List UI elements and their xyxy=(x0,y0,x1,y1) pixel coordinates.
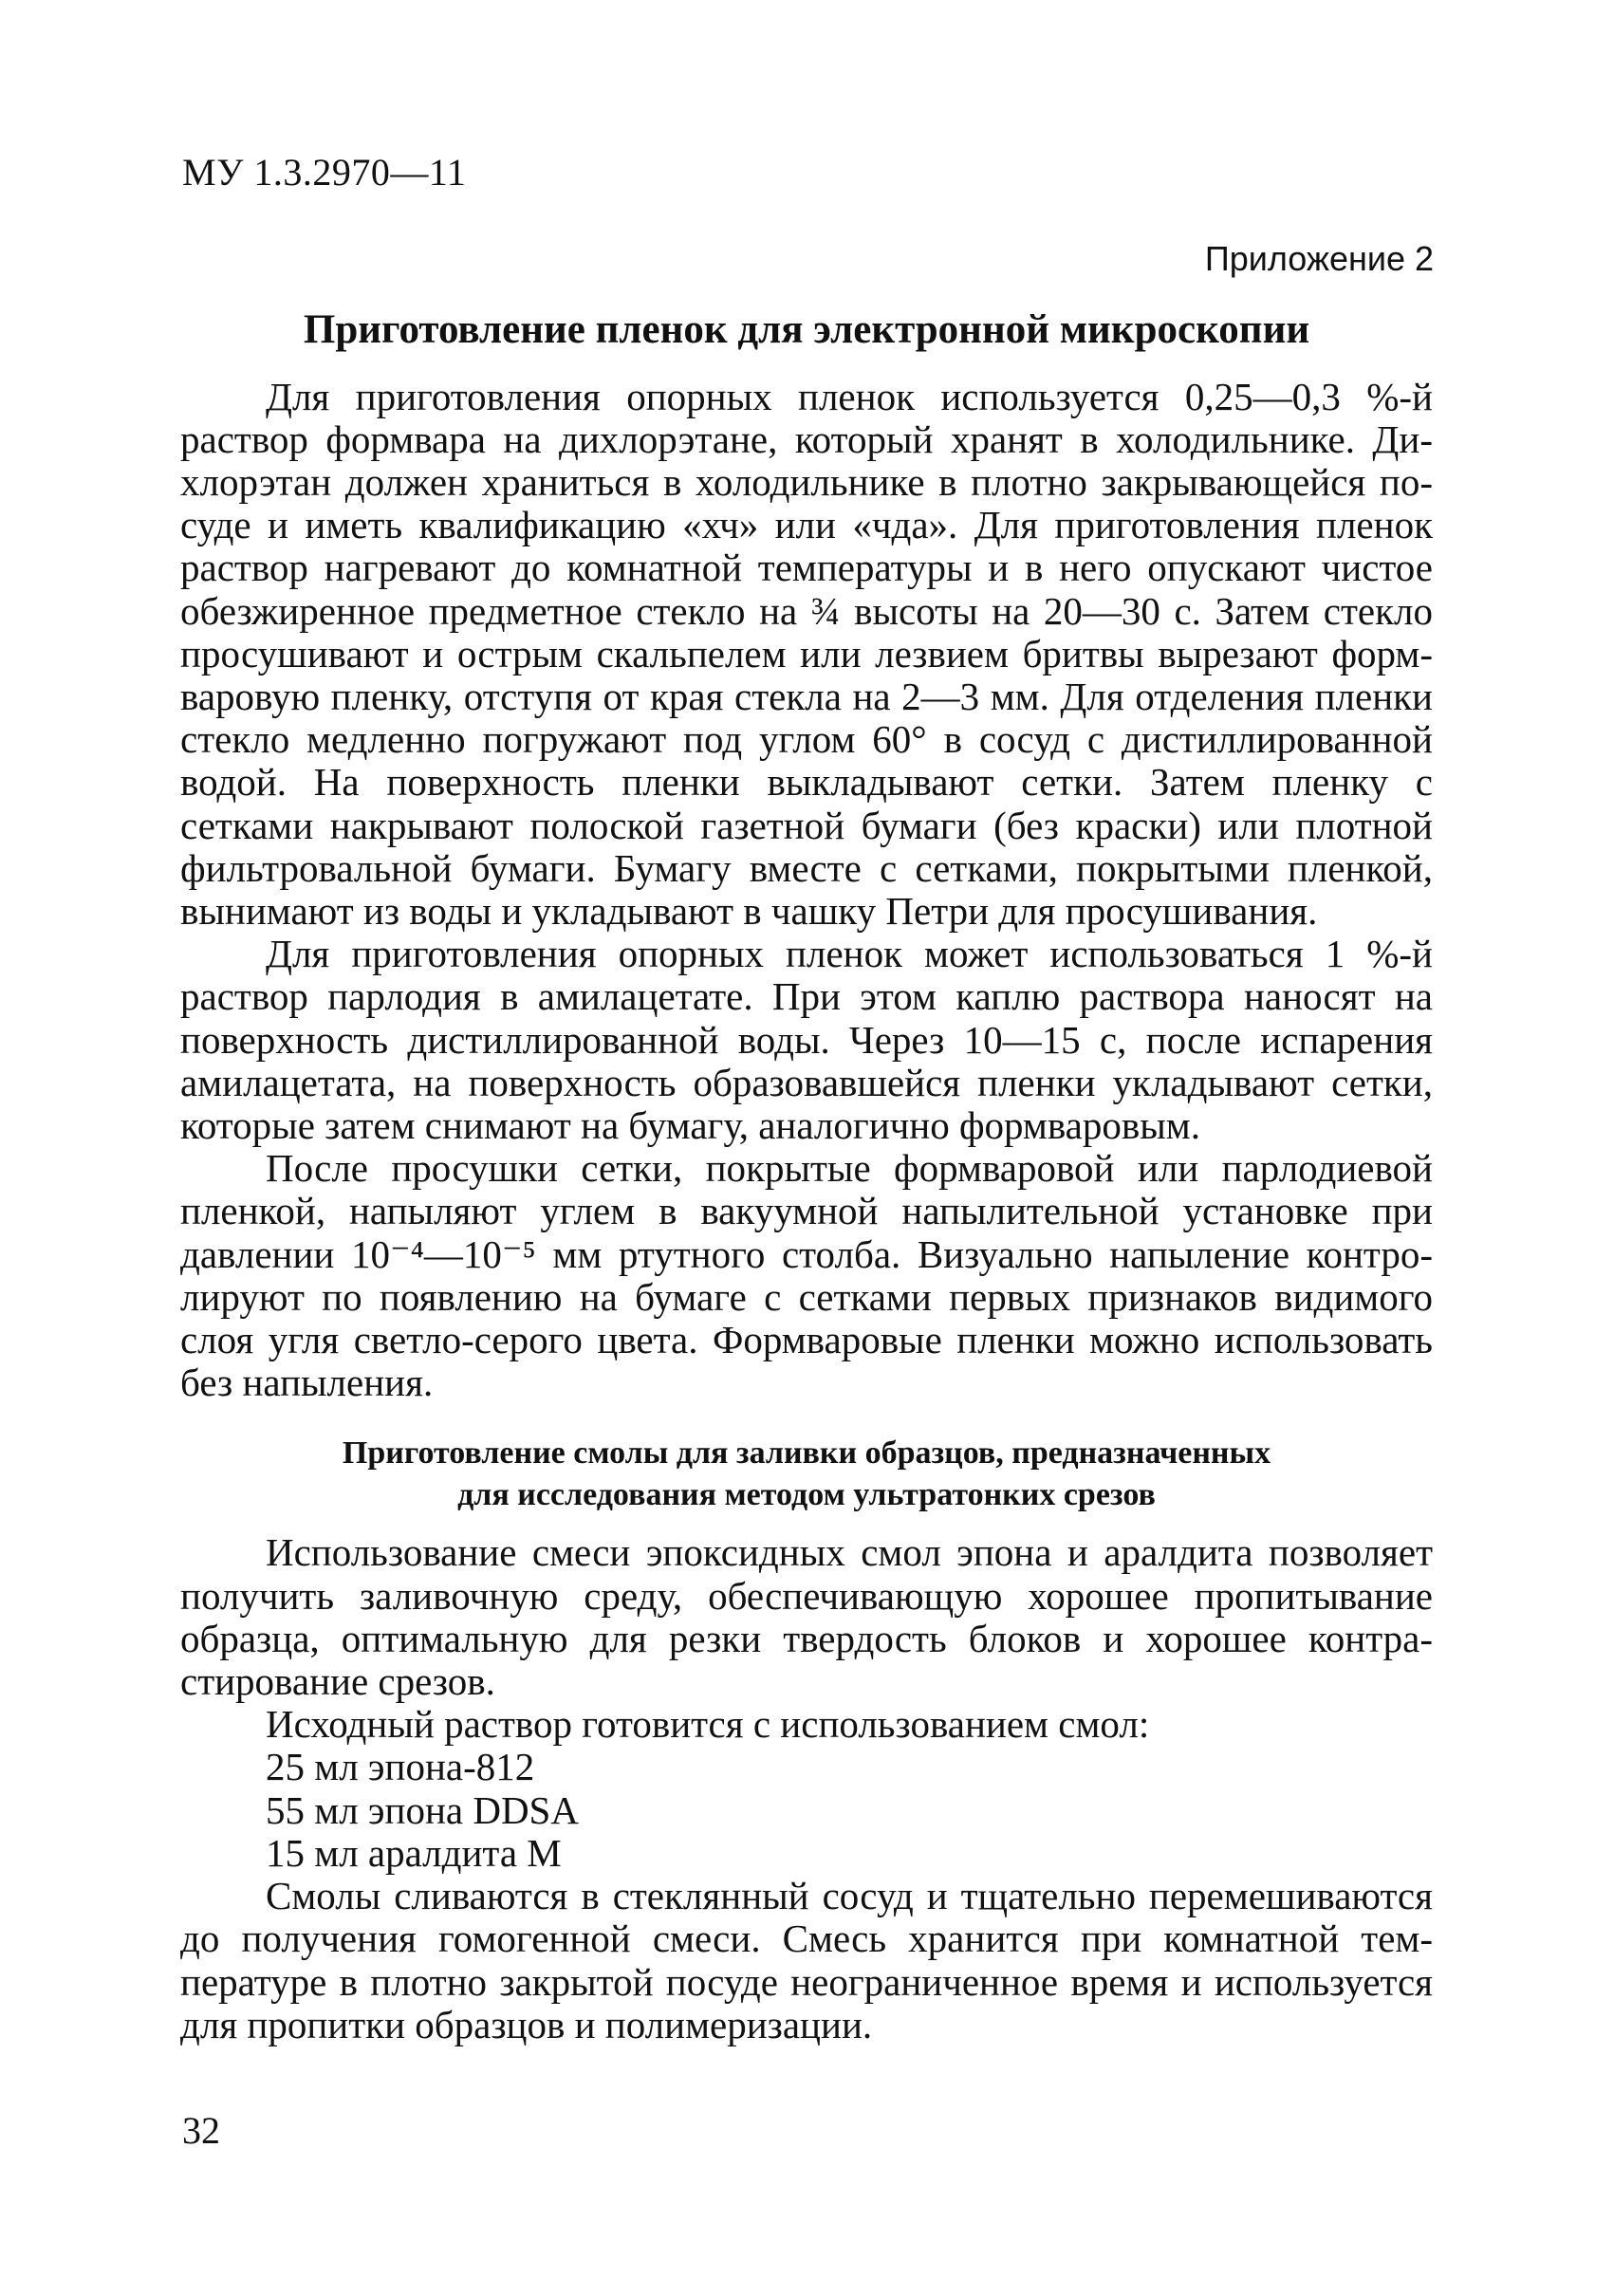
document-code: МУ 1.3.2970—11 xyxy=(182,151,467,194)
page-content xyxy=(180,306,1433,2046)
paragraph-mixing-storage: Смолы сливаются в стеклянный сосуд и тщательно перемешиваются до получения гомогенной смеси. Смесь хранится при комнатной температуре в плотно закрытой посуде неограниченное время и используется для пропитки образцов и полимеризации. xyxy=(180,1874,1433,2046)
list-item-epon-ddsa: 55 мл эпона DDSA xyxy=(266,1787,579,1832)
paragraph-stock-solution: Исходный раствор готовится с использованием смол: xyxy=(266,1702,1150,1747)
list-item-epon-812: 25 мл эпона-812 xyxy=(266,1745,535,1789)
paragraph-resin-mixture: Использование смеси эпоксидных смол эпона и аралдита позволяет получить заливочную среду, обеспечивающую хорошее пропитывание образца, оптимальную для резки твердость блоков и хорошее контрастирование срезов. xyxy=(180,1530,1433,1704)
paragraph-parlodion-films: Для приготовления опорных пленок может использоваться 1 %-й раствор парлодия в амилацетате. При этом каплю раствора наносят на поверхность дистиллированной воды. Через 10—15 с, после испарения амилацетата, на поверхность образовавшейся пленки укладывают сетки, которые затем снимают на бумагу, аналогично формваровым. xyxy=(180,932,1433,1148)
paragraph-formvar-films: Для приготовления опорных пленок используется 0,25—0,3 %-й раствор формвара на дихлорэтане, который хранят в холодильнике. Дихлорэтан должен храниться в холодильнике в плотно закрывающейся посуде и иметь квалификацию «хч» или «чда». Для приготовления пленок раствор нагревают до комнатной температуры и в него опускают чистое обезжиренное предметное стекло на ¾ высоты на 20—30 с. Затем стекло просушивают и острым скальпелем или лезвием бритвы вырезают формваровую пленку, отступя от края стекла на 2—3 мм. Для отделения пленки стекло медленно погружают под углом 60° в сосуд с дистиллированной водой. На поверхность пленки выкладывают сетки. Затем пленку с сетками накрывают полоской газетной бумаги (без краски) или плотной фильтровальной бумаги. Бумагу вместе с сетками, покрытыми пленкой, вынимают из воды и укладывают в чашку Петри для просушивания. xyxy=(180,374,1433,934)
section-title-resin xyxy=(180,1433,1433,1516)
section-title-resin-line1: Приготовление смолы для заливки образцов, предназначенных xyxy=(342,1435,1271,1472)
appendix-label: Приложение 2 xyxy=(1204,239,1434,278)
section-title-films: Приготовление пленок для электронной микроскопии xyxy=(303,307,1310,352)
page-number: 32 xyxy=(182,2109,220,2152)
section-title-resin-line2: для исследования методом ультратонких срезов xyxy=(457,1477,1156,1513)
paragraph-carbon-coating: После просушки сетки, покрытые формваровой или парлодиевой пленкой, напыляют углем в вакуумной напылительной установке при давлении 10⁻⁴—10⁻⁵ мм ртутного столба. Визуально напыление контролируют по появлению на бумаге с сетками первых признаков видимого слоя угля светло-серого цвета. Формваровые пленки можно использовать без напыления. xyxy=(180,1146,1433,1405)
list-item-araldite-m: 15 мл аралдита М xyxy=(266,1830,562,1875)
